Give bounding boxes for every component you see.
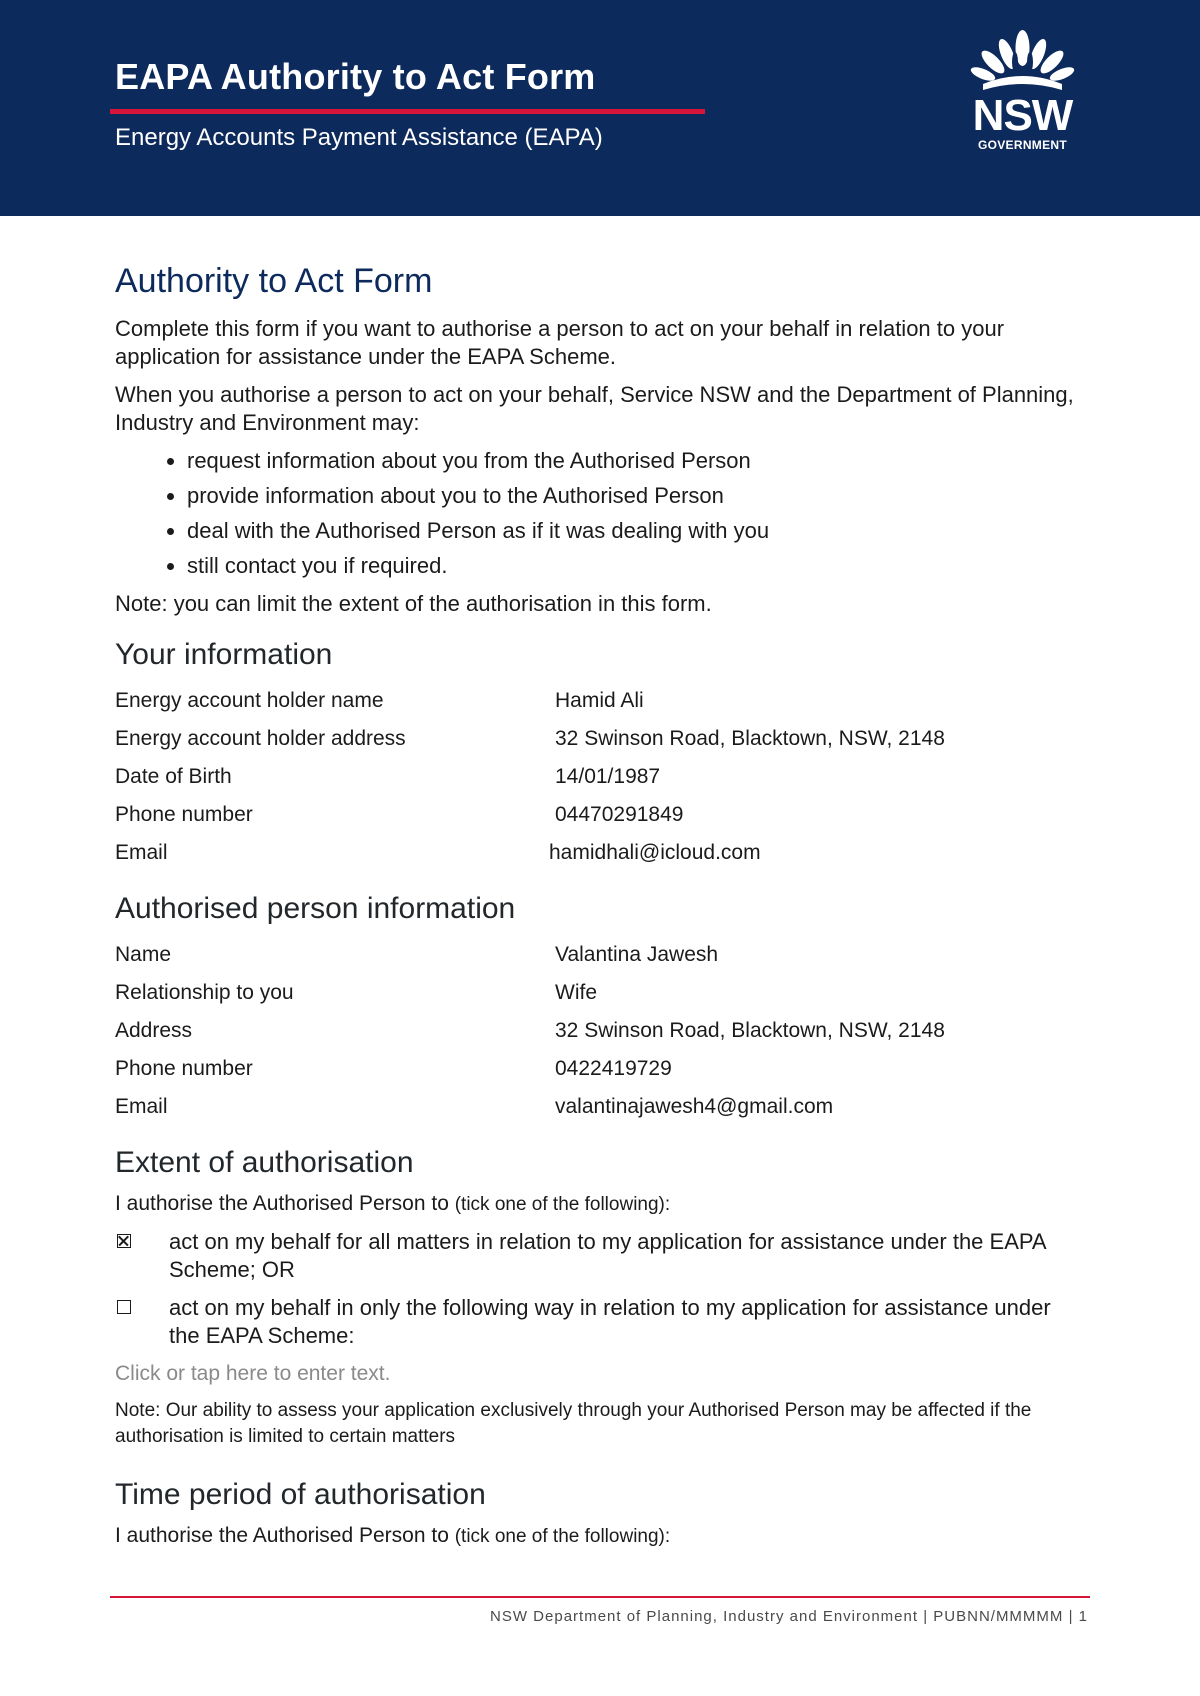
authorisation-paragraph: When you authorise a person to act on your behalf, Service NSW and the Department of Planning, Industry and Environment may:	[115, 382, 1074, 435]
list-item: • provide information about you to the Authorised Person	[187, 482, 1075, 510]
option-all-matters	[115, 1228, 1075, 1284]
extent-instruction	[115, 1190, 1075, 1218]
instruction-hint: (tick one of the following):	[454, 1526, 671, 1547]
field-label: Email	[115, 1095, 168, 1118]
date-of-birth-value[interactable]: 14/01/1987	[555, 765, 661, 788]
table-row	[115, 720, 1055, 758]
field-label: Energy account holder name	[115, 689, 384, 712]
unchecked-checkbox[interactable]	[117, 1300, 131, 1314]
limit-note: Note: you can limit the extent of the authorisation in this form.	[115, 591, 712, 616]
intro-paragraph: Complete this form if you want to authorise a person to act on your behalf in relation to your application for assistance under the EAPA Scheme.	[115, 316, 1005, 369]
nsw-government-logo	[965, 28, 1080, 156]
logo-government-text: GOVERNMENT	[977, 138, 1067, 152]
table-row	[115, 1012, 1055, 1050]
footer-rule	[110, 1596, 1090, 1598]
title-underline	[110, 109, 705, 114]
table-row	[115, 936, 1055, 974]
time-period-heading: Time period of authorisation	[115, 1478, 486, 1511]
option-limited-matters	[115, 1294, 1075, 1350]
phone-number-value[interactable]: 04470291849	[555, 803, 684, 826]
option-limited-matters-label: act on my behalf in only the following way in relation to my application for assistance under the EAPA Scheme:	[169, 1295, 1051, 1348]
document-title: EAPA Authority to Act Form	[115, 56, 596, 97]
your-information-table	[115, 682, 1055, 872]
authorised-address-value[interactable]: 32 Swinson Road, Blacktown, NSW, 2148	[555, 1019, 945, 1042]
account-holder-address-value[interactable]: 32 Swinson Road, Blacktown, NSW, 2148	[555, 727, 945, 750]
header-banner	[0, 0, 1200, 216]
table-row	[115, 758, 1055, 796]
table-row	[115, 1088, 1055, 1126]
field-label: Phone number	[115, 803, 253, 826]
option-all-matters-label: act on my behalf for all matters in relation to my application for assistance under the EAPA Scheme; OR	[169, 1229, 1046, 1282]
your-information-heading: Your information	[115, 638, 333, 671]
table-row	[115, 834, 1055, 872]
field-label: Name	[115, 943, 172, 966]
table-row	[115, 1050, 1055, 1088]
email-value[interactable]: hamidhali@icloud.com	[549, 841, 761, 864]
instruction-text: I authorise the Authorised Person to	[115, 1524, 455, 1547]
list-item: • deal with the Authorised Person as if it was dealing with you	[187, 517, 1075, 545]
limitation-note: Note: Our ability to assess your application exclusively through your Authorised Person may be affected if the authorisation is limited to certain matters	[115, 1400, 1032, 1447]
waratah-icon	[965, 28, 1080, 94]
account-holder-name-value[interactable]: Hamid Ali	[555, 689, 644, 712]
list-item: • request information about you from the Authorised Person	[187, 447, 1075, 475]
checked-checkbox[interactable]	[117, 1234, 131, 1248]
limitation-text-field[interactable]: Click or tap here to enter text.	[115, 1362, 391, 1385]
extent-heading: Extent of authorisation	[115, 1146, 414, 1179]
field-label: Relationship to you	[115, 981, 294, 1004]
authorised-person-heading: Authorised person information	[115, 892, 516, 925]
instruction-text: I authorise the Authorised Person to	[115, 1192, 455, 1215]
field-label: Email	[115, 841, 168, 864]
field-label: Date of Birth	[115, 765, 232, 788]
field-label: Energy account holder address	[115, 727, 406, 750]
time-period-instruction	[115, 1522, 1075, 1550]
field-label: Address	[115, 1019, 193, 1042]
authorised-person-table	[115, 936, 1055, 1126]
field-label: Phone number	[115, 1057, 253, 1080]
table-row	[115, 682, 1055, 720]
authorised-phone-value[interactable]: 0422419729	[555, 1057, 672, 1080]
authorised-email-value[interactable]: valantinajawesh4@gmail.com	[555, 1095, 834, 1118]
form-content	[115, 262, 1075, 1560]
list-item: • still contact you if required.	[187, 552, 1075, 580]
relationship-value[interactable]: Wife	[555, 981, 597, 1004]
authorised-name-value[interactable]: Valantina Jawesh	[555, 943, 719, 966]
instruction-hint: (tick one of the following):	[454, 1194, 671, 1215]
table-row	[115, 796, 1055, 834]
table-row	[115, 974, 1055, 1012]
permissions-list	[115, 447, 1075, 580]
logo-nsw-text: NSW	[972, 91, 1073, 140]
page-heading: Authority to Act Form	[115, 262, 433, 300]
footer-text: NSW Department of Planning, Industry and Environment | PUBNN/MMMMM | 1	[490, 1608, 1088, 1625]
document-subtitle: Energy Accounts Payment Assistance (EAPA)	[115, 124, 603, 151]
